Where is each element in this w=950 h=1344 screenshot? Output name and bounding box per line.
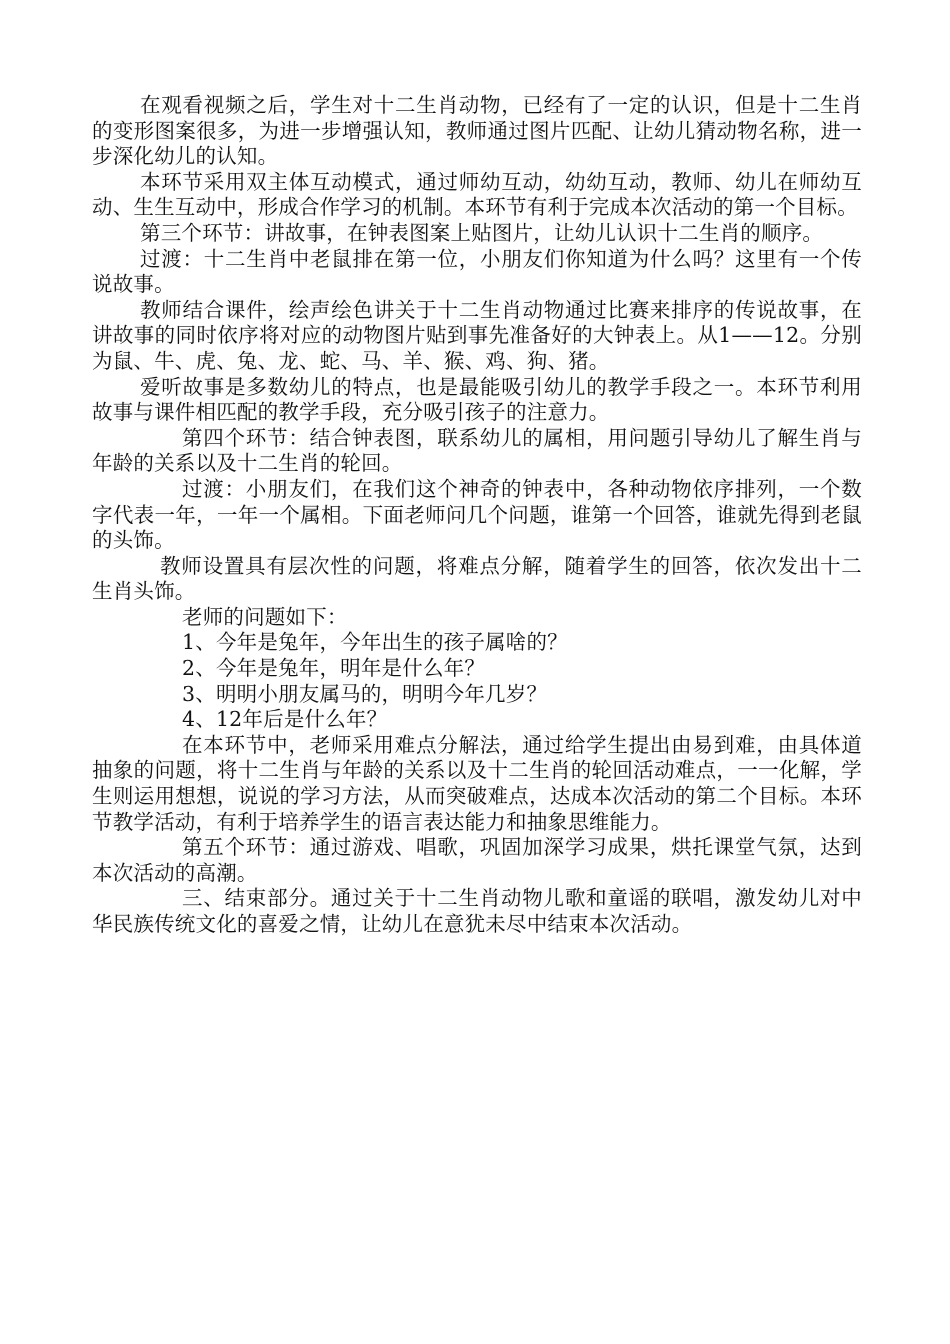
paragraph-teacher-story: 教师结合课件，绘声绘色讲关于十二生肖动物通过比赛来排序的传说故事，在讲故事的同时依序将对应的动物图片贴到事先准备好的大钟表上。从1——12。分别为鼠、牛、虎、兔、龙、蛇、马、羊、猴、鸡、狗、猪。 <box>92 297 862 373</box>
paragraph-conclusion: 三、结束部分。通过关于十二生肖动物儿歌和童谣的联唱，激发幼儿对中华民族传统文化的喜爱之情，让幼儿在意犹未尽中结束本次活动。 <box>92 886 862 936</box>
paragraph-review-zodiac: 在观看视频之后，学生对十二生肖动物，已经有了一定的认识，但是十二生肖的变形图案很多，为进一步增强认知，教师通过图片匹配、让幼儿猜动物名称，进一步深化幼儿的认知。 <box>92 93 862 169</box>
question-item-2: 2、今年是兔年，明年是什么年？ <box>182 656 486 681</box>
paragraph-section-four: 第四个环节：结合钟表图，联系幼儿的属相，用问题引导幼儿了解生肖与年龄的关系以及十二生肖的轮回。 <box>92 425 862 476</box>
question-item-3: 3、明明小朋友属马的，明明今年几岁？ <box>182 681 548 706</box>
paragraph-transition-story: 过渡：十二生肖中老鼠排在第一位，小朋友们你知道为什么吗？这里有一个传说故事。 <box>92 246 862 297</box>
paragraph-questions-intro: 老师的问题如下： <box>182 604 348 629</box>
paragraph-story-feature: 爱听故事是多数幼儿的特点，也是最能吸引幼儿的教学手段之一。本环节利用故事与课件相匹配的教学手段，充分吸引孩子的注意力。 <box>92 374 862 425</box>
paragraph-transition-questions: 过渡：小朋友们，在我们这个神奇的钟表中，各种动物依序排列，一个数字代表一年，一年一个属相。下面老师问几个问题，谁第一个回答，谁就先得到老鼠的头饰。 <box>92 476 862 553</box>
question-item-1: 1、今年是兔年，今年出生的孩子属啥的？ <box>182 630 568 655</box>
paragraph-section-three: 第三个环节：讲故事，在钟表图案上贴图片，让幼儿认识十二生肖的顺序。 <box>140 220 824 245</box>
document-body <box>92 93 862 938</box>
paragraph-difficulty-method: 在本环节中，老师采用难点分解法，通过给学生提出由易到难，由具体道抽象的问题，将十二生肖与年龄的关系以及十二生肖的轮回活动难点，一一化解，学生则运用想想，说说的学习方法，从而突破难点，达成本次活动的第二个目标。本环节教学活动，有利于培养学生的语言表达能力和抽象思维能力。 <box>92 732 862 834</box>
paragraph-section-five: 第五个环节：通过游戏、唱歌，巩固加深学习成果，烘托课堂气氛，达到本次活动的高潮。 <box>92 835 862 885</box>
question-item-4: 4、12年后是什么年？ <box>182 707 388 732</box>
paragraph-teacher-questions: 教师设置具有层次性的问题，将难点分解，随着学生的回答，依次发出十二生肖头饰。 <box>92 553 862 604</box>
paragraph-interaction-mode: 本环节采用双主体互动模式，通过师幼互动，幼幼互动，教师、幼儿在师幼互动、生生互动中，形成合作学习的机制。本环节有利于完成本次活动的第一个目标。 <box>92 169 862 220</box>
